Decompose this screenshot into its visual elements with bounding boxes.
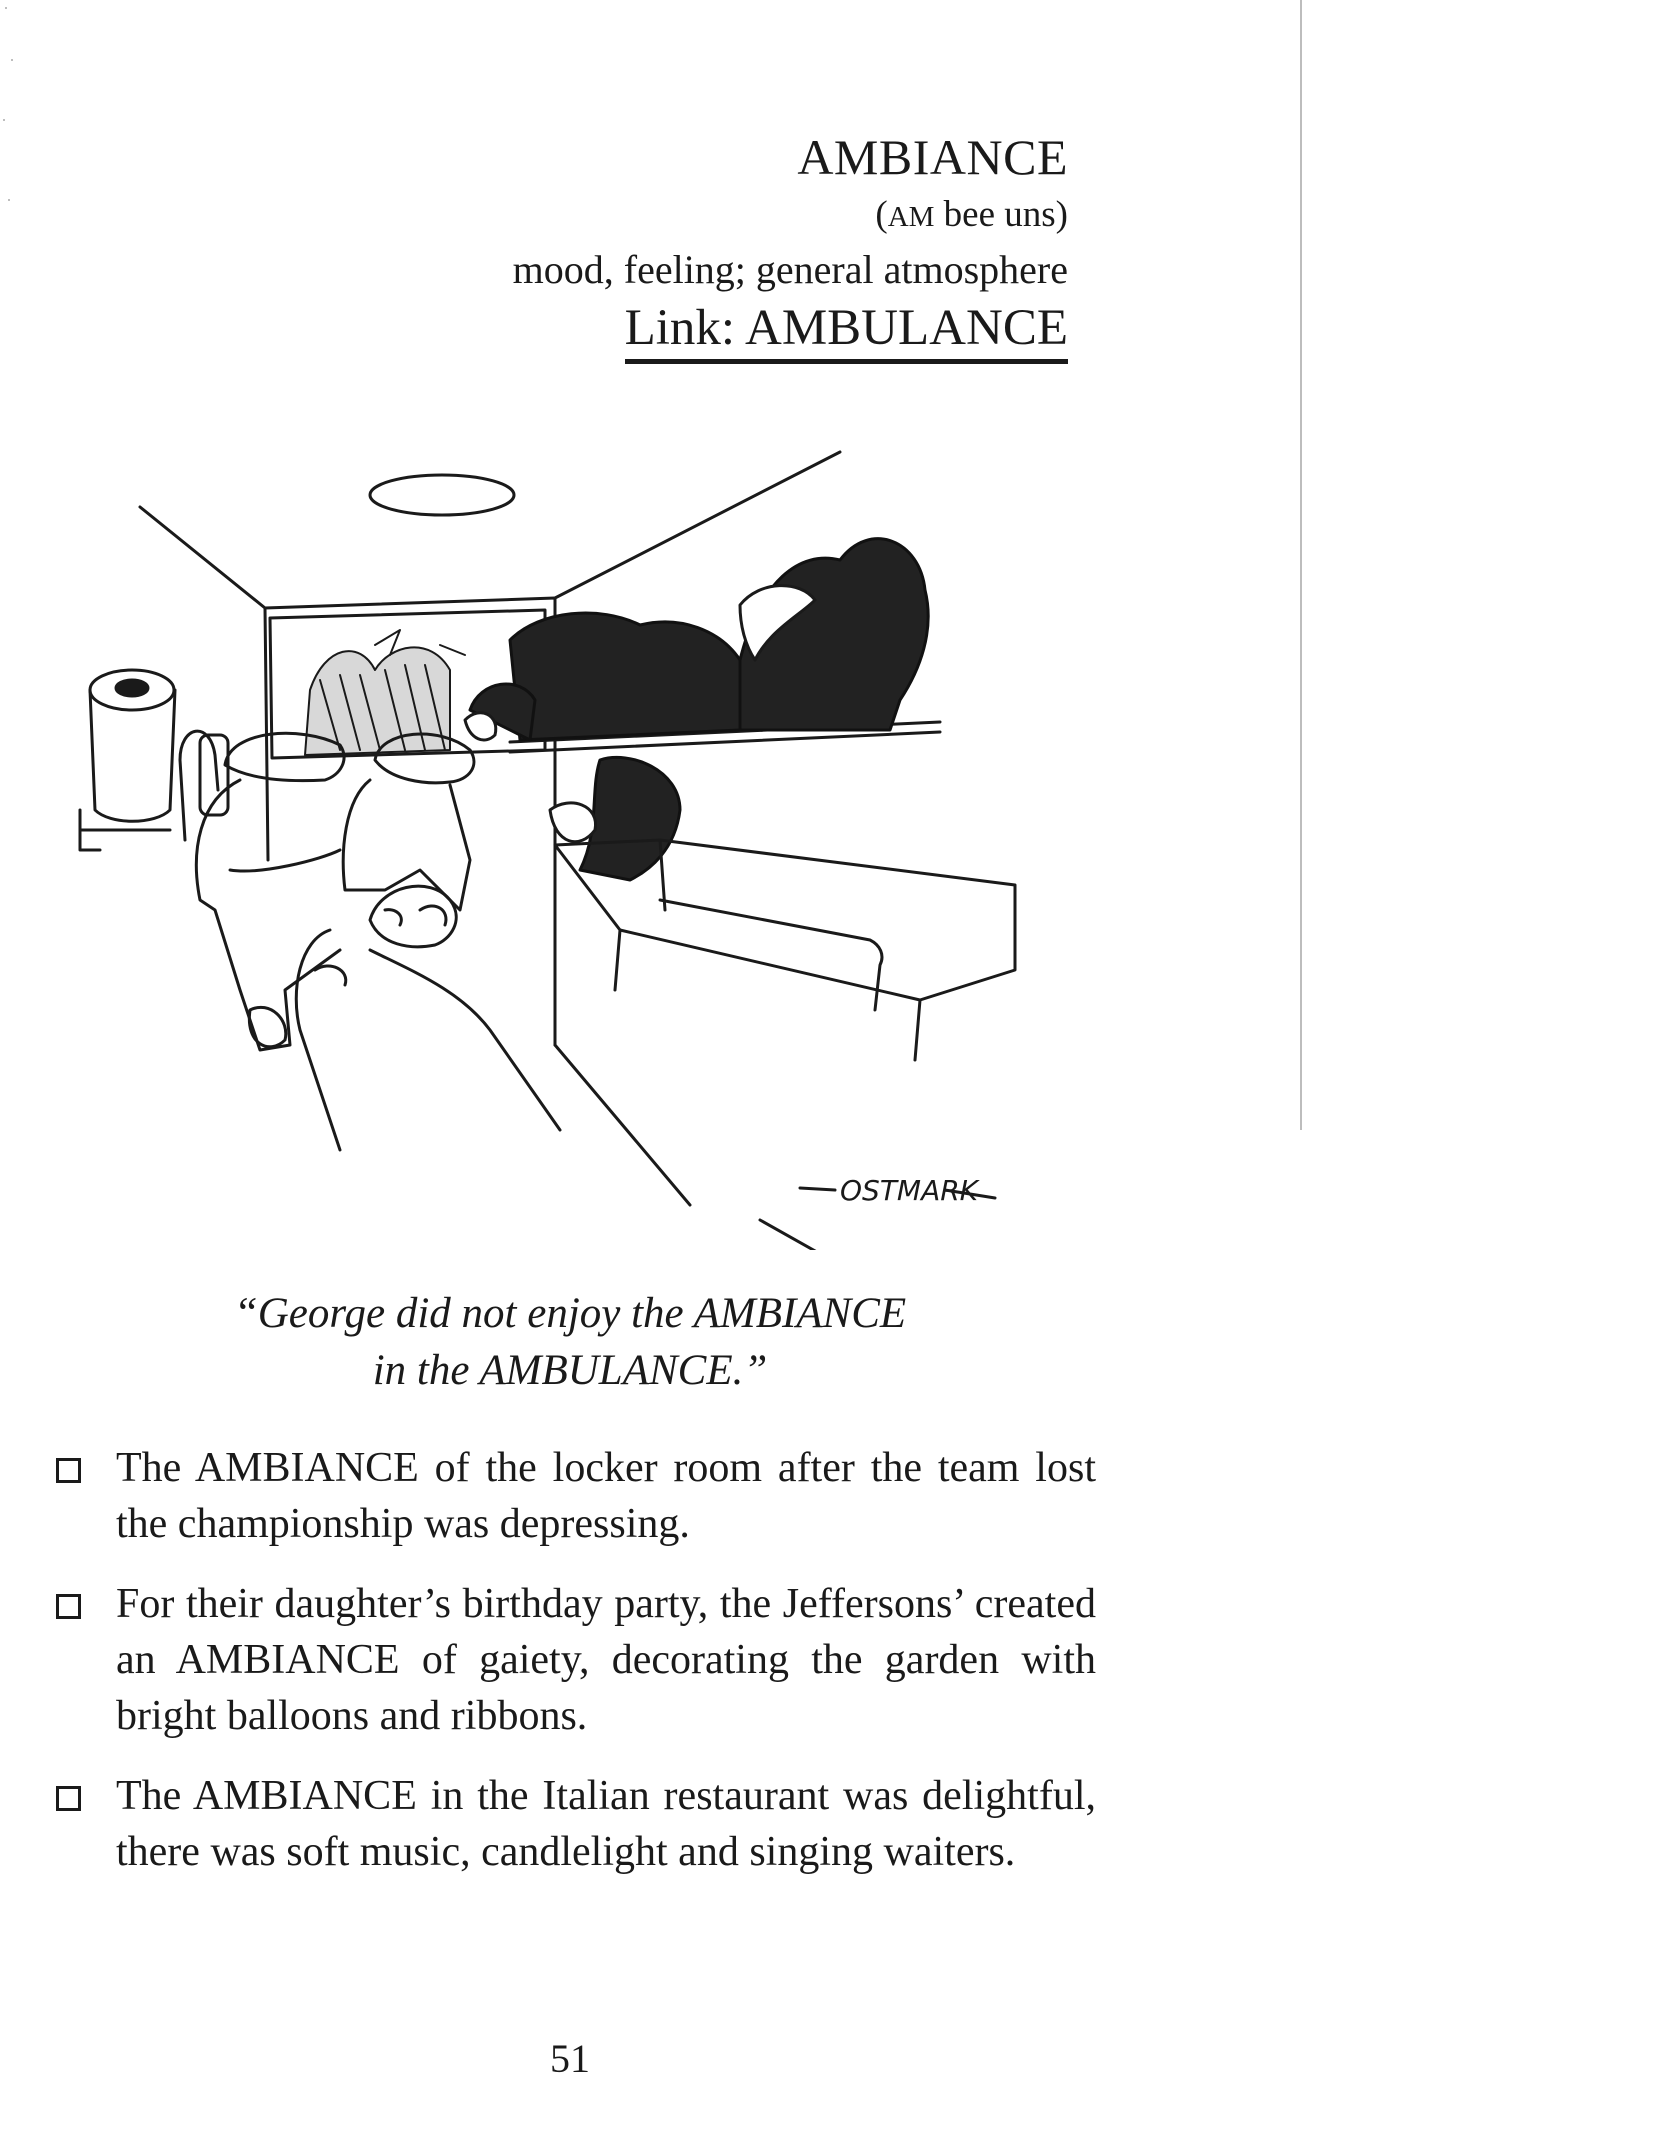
checkbox-icon	[56, 1786, 81, 1811]
link-word: Link: AMBULANCE	[625, 299, 1068, 364]
pronunciation: (AM bee uns)	[875, 194, 1068, 235]
entry-heading	[513, 130, 1068, 364]
floor-left	[555, 1045, 840, 1250]
example-item	[56, 1768, 1096, 1880]
headword: AMBIANCE	[797, 129, 1068, 185]
ambulance-cartoon	[40, 430, 1080, 1250]
ceiling-light	[370, 475, 514, 515]
definition: mood, feeling; general atmosphere	[512, 247, 1068, 292]
artist-signature: OSTMARK	[840, 1174, 979, 1207]
example-item	[56, 1576, 1096, 1744]
patient-george	[296, 886, 560, 1150]
example-text: The AMBIANCE of the locker room after the team lost the championship was depressing.	[116, 1445, 1096, 1547]
signature-dash	[800, 1188, 835, 1190]
ceiling-left-edge	[140, 507, 265, 608]
checkbox-icon	[56, 1458, 81, 1483]
checkbox-icon	[56, 1594, 81, 1619]
caption-line-2: in the AMBULANCE.”	[372, 1347, 768, 1395]
scan-specks	[0, 0, 30, 260]
example-text: For their daughter’s birthday party, the Jeffersons’ created an AMBIANCE of gaiety, decorating the garden with bright balloons and ribbons.	[116, 1581, 1096, 1739]
example-item	[56, 1440, 1096, 1552]
pronunciation-stressed-syllable: AM	[887, 201, 935, 233]
page-number: 51	[550, 2036, 590, 2081]
canister	[80, 670, 175, 850]
cartoon-caption	[180, 1285, 960, 1399]
example-sentences	[56, 1440, 1096, 1904]
perched-vultures	[470, 539, 928, 880]
paramedic-right	[343, 734, 474, 925]
binding-edge-line	[1300, 0, 1302, 1130]
example-text: The AMBIANCE in the Italian restaurant was delightful, there was soft music, candlelight and singing waiters.	[116, 1773, 1096, 1875]
caption-line-1: “George did not enjoy the AMBIANCE	[233, 1290, 907, 1337]
